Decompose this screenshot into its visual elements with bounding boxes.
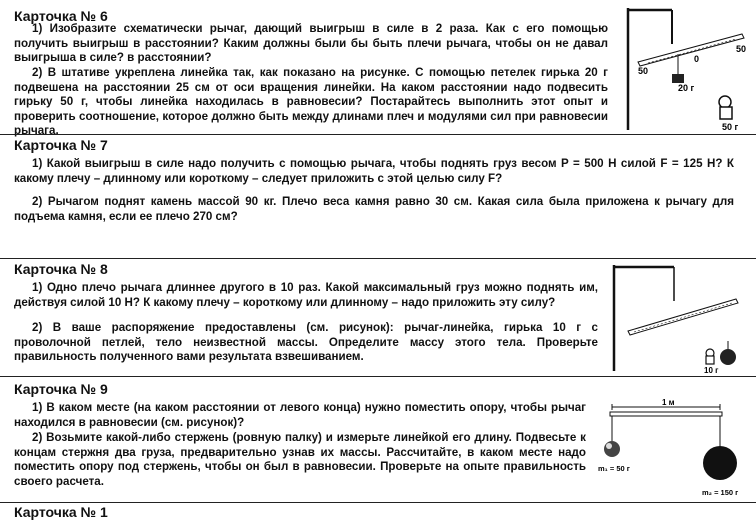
lever-ruler-figure [600, 261, 750, 373]
length-label: 1 м [662, 398, 675, 407]
card-text [14, 321, 598, 365]
paragraph: 2) В штативе укреплена линейка так, как показано на рисунке. С помощью петелек гирька 20 г подвешена на расстоянии 25 см от оси вращения линейки. На каком расстоянии надо подвесить гирьку 50 г, чтобы линейка находилась в равновесии? Постарайтесь выполнить этот опыт и проверить соотношение, которое должно быть между длинами плеч и модулями сил при равновесии рычага. [14, 66, 608, 138]
figure-label: 50 г [722, 122, 739, 132]
mass-label: m₁ = 50 г [598, 464, 630, 473]
card-text [14, 157, 734, 186]
lever-balance-figure [590, 397, 750, 499]
card-text [14, 22, 608, 66]
figure-label: 10 г [704, 366, 719, 373]
card-9 [0, 377, 756, 502]
paragraph: 2) Рычагом поднят камень массой 90 кг. Плечо веса камня равно 30 см. Какая сила была приложена к рычагу для подъема камня, если ее плечо 270 см? [14, 195, 734, 223]
mass-label: m₂ = 150 г [702, 488, 739, 497]
figure-label: 50 [736, 44, 747, 54]
card-8 [0, 259, 756, 373]
paragraph: 2) Возьмите какой-либо стержень (ровную палку) и измерьте линейкой его длину. Подвесьте к концам стержня два груза, предварительно узнав их массы. Рассчитайте, в каком месте надо поместить опору под стержень, чтобы он был в равновесии. Проверьте на опыте правильность своего расчета. [14, 431, 586, 488]
card-title: Карточка № 8 [14, 261, 108, 277]
card-title: Карточка № 6 [14, 8, 108, 24]
card-text [14, 195, 734, 224]
paragraph: 2) В ваше распоряжение предоставлены (см. рисунок): рычаг-линейка, гирька 10 г с проволочной петлей, тело неизвестной массы. Определите массу этого тела. Проверьте правильность полученного вами результата взвешиванием. [14, 321, 598, 364]
card-text [14, 66, 608, 139]
card-text [14, 401, 586, 430]
card-7 [0, 135, 756, 258]
figure-label: 20 г [678, 83, 695, 93]
paragraph: 1) Изобразите схематически рычаг, дающий выигрыш в силе в 2 раза. Как с его помощью получить выигрыш в расстоянии? Каким должны были бы быть плечи рычага, чтобы он не давал выигрыша в силе? в расстоянии? [14, 22, 608, 65]
card-title: Карточка № 9 [14, 381, 108, 397]
paragraph: 1) В каком месте (на каком расстоянии от левого конца) нужно поместить опору, чтобы рычаг находился в равновесии (см. рисунок)? [14, 401, 586, 429]
card-6 [0, 0, 756, 138]
card-text [14, 431, 586, 489]
figure-label: 0 [694, 54, 700, 64]
next-card-title: Карточка № 1 [14, 504, 108, 520]
figure-label: 50 [638, 66, 649, 76]
lever-stand-figure [618, 4, 754, 132]
paragraph: 1) Одно плечо рычага длиннее другого в 10 раз. Какой максимальный груз можно поднять им, действуя силой 10 Н? К какому плечу – короткому или длинному – надо приложить эту силу? [14, 281, 598, 309]
card-divider [0, 502, 756, 503]
paragraph: 1) Какой выигрыш в силе надо получить с помощью рычага, чтобы поднять груз весом P = 500 Н силой F = 125 Н? К какому плечу – длинному или короткому – следует приложить с этой целью силу F? [14, 157, 734, 185]
card-title: Карточка № 7 [14, 137, 108, 153]
card-text [14, 281, 598, 310]
